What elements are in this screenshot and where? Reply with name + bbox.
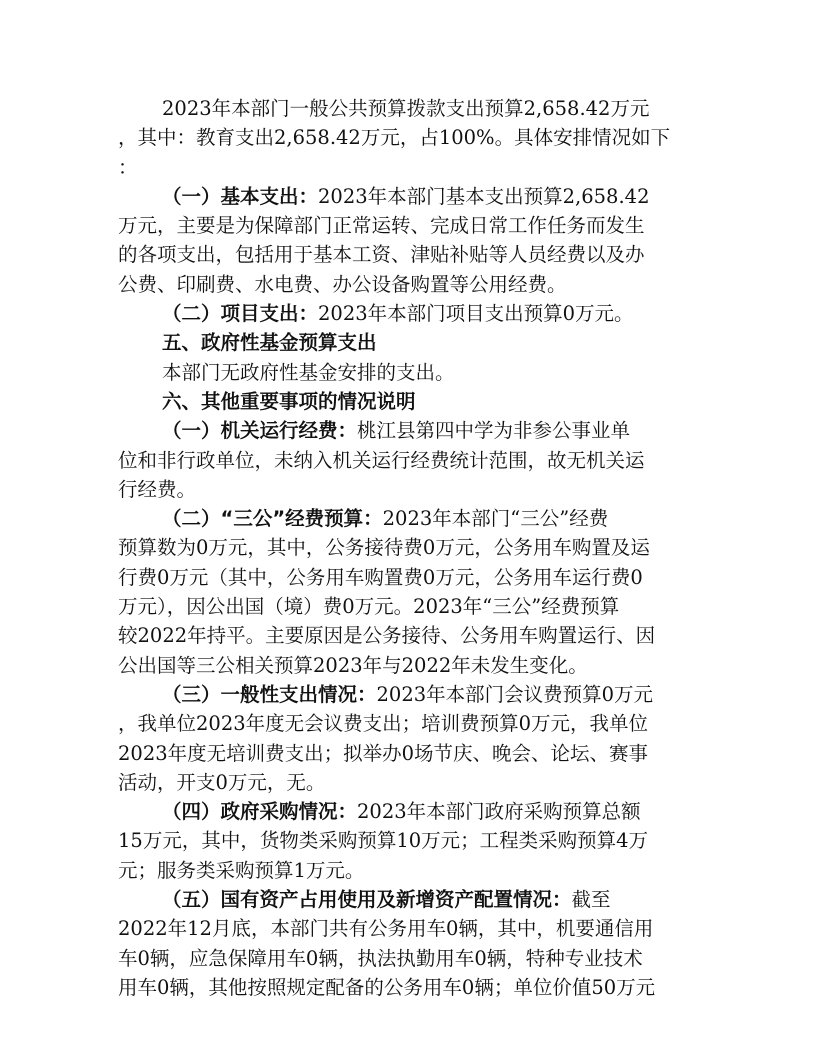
para-project-expense <box>118 299 700 328</box>
project-expense-text: 2023年本部门项目支出预算0万元。 <box>318 302 634 326</box>
assets-label: （五）国有资产占用使用及新增资产配置情况： <box>162 888 572 912</box>
para-assets-line-1 <box>118 885 700 914</box>
para-gov-fund: 本部门无政府性基金安排的支出。 <box>162 360 455 384</box>
para-operating-cost-line-1 <box>118 416 700 445</box>
para-assets-line-2: 2022年12月底，本部门共有公务用车0辆，其中，机要通信用 <box>118 917 654 941</box>
para-assets-line-4: 用车0辆，其他按照规定配备的公务用车0辆；单位价值50万元 <box>118 975 656 999</box>
document-page <box>118 94 700 1002</box>
para-three-public-line-4: 万元），因公出国（境）费0万元。2023年“三公”经费预算 <box>118 595 620 619</box>
para-general-budget-line-3: ： <box>118 155 138 179</box>
para-operating-cost-line-2: 位和非行政单位，未纳入机关运行经费统计范围，故无机关运 <box>118 448 645 472</box>
para-procurement-line-1 <box>118 797 700 826</box>
general-expense-text: 2023年本部门会议费预算0万元 <box>376 682 654 706</box>
para-assets-line-3: 车0辆，应急保障用车0辆，执法执勤用车0辆，特种专业技术 <box>118 946 643 970</box>
para-operating-cost-line-3: 行经费。 <box>118 477 197 501</box>
para-general-expense-line-2: ，我单位2023年度无会议费支出；培训费预算0万元，我单位 <box>118 712 649 736</box>
para-procurement-line-2: 15万元，其中，货物类采购预算10万元；工程类采购预算4万 <box>118 829 649 853</box>
para-three-public-line-6: 公出国等三公相关预算2023年与2022年未发生变化。 <box>118 653 588 677</box>
three-public-label: （二）“三公”经费预算： <box>162 507 383 531</box>
para-general-expense-line-4: 活动，开支0万元，无。 <box>118 770 326 794</box>
para-basic-expense-line-4: 公费、印刷费、水电费、办公设备购置等公用经费。 <box>118 272 567 296</box>
para-basic-expense-line-3: 的各项支出，包括用于基本工资、津贴补贴等人员经费以及办 <box>118 243 645 267</box>
para-three-public-line-1 <box>118 504 700 533</box>
procurement-text: 2023年本部门政府采购预算总额 <box>357 800 641 824</box>
para-general-expense-line-3: 2023年度无培训费支出；拟举办0场节庆、晚会、论坛、赛事 <box>118 741 649 765</box>
procurement-label: （四）政府采购情况： <box>162 800 358 824</box>
para-three-public-line-3: 行费0万元（其中，公务用车购置费0万元，公务用车运行费0 <box>118 565 643 589</box>
section-heading-6: 六、其他重要事项的情况说明 <box>162 389 416 413</box>
general-expense-label: （三）一般性支出情况： <box>162 682 377 706</box>
para-three-public-line-5: 较2022年持平。主要原因是公务接待、公务用车购置运行、因 <box>118 624 656 648</box>
para-general-budget-line-2: ，其中：教育支出2,658.42万元，占100%。具体安排情况如下 <box>118 126 671 150</box>
para-general-expense-line-1 <box>118 680 700 709</box>
para-general-budget-line-1: 2023年本部门一般公共预算拨款支出预算2,658.42万元 <box>162 97 650 120</box>
section-heading-5: 五、政府性基金预算支出 <box>162 331 377 355</box>
operating-cost-text: 桃江县第四中学为非参公事业单 <box>357 419 631 443</box>
basic-expense-label: （一）基本支出： <box>162 184 319 208</box>
basic-expense-text: 2023年本部门基本支出预算2,658.42 <box>318 184 650 208</box>
three-public-text: 2023年本部门“三公”经费 <box>382 507 609 531</box>
para-procurement-line-3: 元；服务类采购预算1万元。 <box>118 858 365 882</box>
para-three-public-line-2: 预算数为0万元，其中，公务接待费0万元，公务用车购置及运 <box>118 536 650 560</box>
operating-cost-label: （一）机关运行经费： <box>162 419 358 443</box>
para-basic-expense-line-2: 万元，主要是为保障部门正常运转、完成日常工作任务而发生 <box>118 214 645 238</box>
project-expense-label: （二）项目支出： <box>162 302 319 326</box>
assets-text: 截至 <box>571 888 611 912</box>
para-basic-expense-line-1 <box>118 182 700 211</box>
